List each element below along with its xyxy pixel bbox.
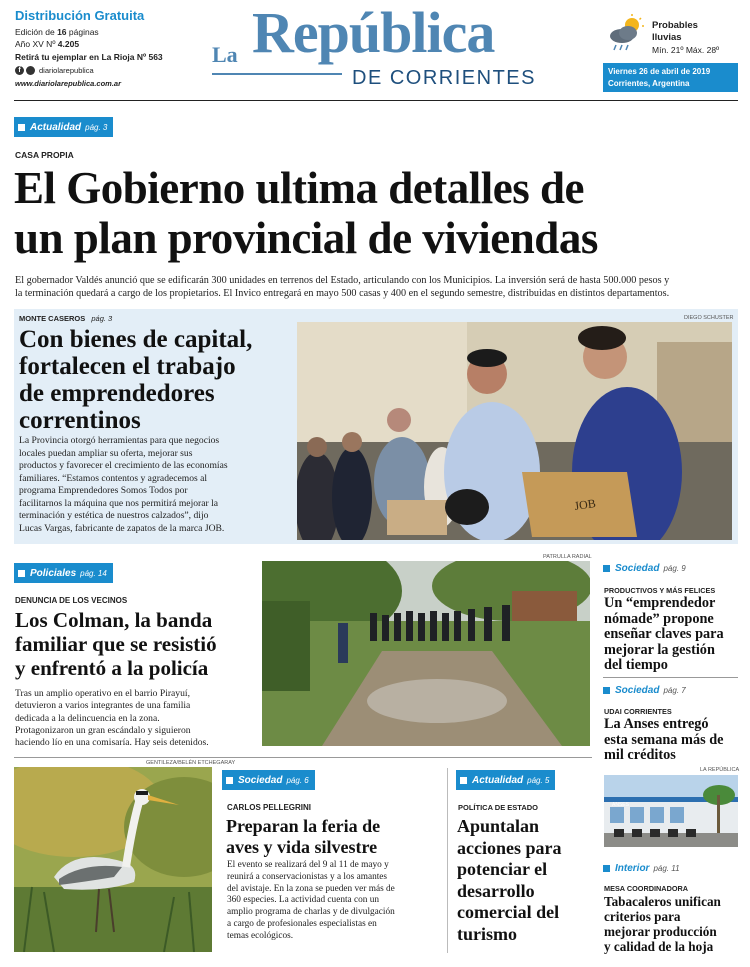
main-headline-line: un plan provincial de viviendas (14, 213, 598, 263)
s1-headline-line: Un “emprendedor (604, 595, 716, 611)
location-line: Corrientes, Argentina (608, 79, 690, 88)
social-handle[interactable]: diariolarepublica (39, 66, 94, 75)
pages-count: 16 (57, 27, 67, 37)
feature-kicker-text: MONTE CASEROS (19, 314, 86, 323)
section-page: pág. 5 (527, 775, 550, 785)
logo-main: República (252, 0, 495, 65)
s2-headline-line: La Anses entregó (604, 716, 709, 732)
birds-body-line: del avistaje. En la zona se pueden ver más de (227, 883, 395, 894)
s1-headline-line: mejorar la gestión (604, 641, 715, 658)
turismo-headline-line: comercial del (457, 902, 560, 922)
feature-photo (297, 322, 732, 540)
policiales-photo (262, 561, 590, 746)
turismo-headline-line: desarrollo (457, 880, 535, 901)
s3-headline-line: y calidad de la hoja (604, 939, 714, 954)
feature-credit: DIEGO SCHUSTER (684, 315, 734, 321)
birds-headline (226, 816, 380, 858)
tag-sociedad-7[interactable] (603, 680, 692, 700)
feature-headline-line: de emprendedores (19, 380, 215, 407)
anses-credit: LA REPÚBLICA (700, 767, 740, 773)
social-row (15, 66, 94, 75)
s3-headline-line: criterios para (604, 909, 681, 924)
weather-icon (606, 14, 646, 52)
section-square-icon (18, 124, 25, 131)
anses-sign: ANSES (612, 802, 629, 808)
policiales-body-line: Protagonizaron un gran escándalo y siguieron (15, 724, 191, 736)
section-label: Actualidad (472, 774, 524, 786)
s3-headline-line: mejorar producción (604, 924, 717, 939)
section-page: pág. 7 (663, 685, 686, 695)
tag-sociedad-6[interactable] (222, 770, 315, 790)
main-lead-line: la terminación quedará a cargo de los propietarios. El Invico entregará en mayo 500 casas y 400 en el segundo semestre, distribuidas en distintos departamentos. (15, 288, 670, 299)
feature-body (19, 435, 228, 535)
policiales-credit: PATRULLA RADIAL (543, 554, 592, 560)
section-page: pág. 3 (85, 122, 108, 132)
policiales-body-line: dedicada a la delincuencia en la zona. (15, 712, 160, 724)
logo-sub: DE CORRIENTES (352, 67, 536, 89)
birds-body-line: reunirá a conservacionistas y a los amantes (227, 871, 388, 882)
issue-number: 4.205 (57, 39, 80, 49)
policiales-body (15, 688, 209, 749)
s3-kicker: MESA COORDINADORA (604, 884, 689, 893)
section-page: pág. 11 (653, 863, 680, 873)
policiales-headline-line: y enfrentó a la policía (15, 656, 209, 680)
section-square-icon (603, 687, 610, 694)
twitter-icon[interactable] (26, 66, 35, 75)
right-rule-1 (603, 677, 738, 678)
feature-body-line: programa Emprendedores Somos Todos por (19, 485, 188, 496)
birds-body-line: amplio programa de charlas y de divulgación (227, 907, 395, 918)
s1-headline-line: del tiempo (604, 657, 668, 673)
edition-info (15, 27, 99, 37)
birds-body-line: a cargo de profesionales especialistas en (227, 918, 377, 929)
s1-kicker: PRODUCTIVOS Y MÁS FELICES (604, 586, 716, 595)
birds-body-line: El evento se realizará del 9 al 11 de mayo y (227, 860, 389, 870)
issue-info (15, 39, 79, 49)
main-lead-line: El gobernador Valdés anunció que se edificarán 300 unidades en terrenos del Estado, articulando con los Municipios. La inversión será de hasta 500.000 pesos y (15, 275, 670, 286)
masthead-rule (14, 100, 738, 101)
website-link[interactable]: www.diariolarepublica.com.ar (15, 79, 122, 88)
logo-la: La (212, 42, 238, 67)
feature-body-line: La Provincia otorgó herramientas para que negocios (19, 435, 220, 446)
main-headline-line: El Gobierno ultima detalles de (14, 163, 584, 213)
section-label: Sociedad (238, 774, 283, 786)
s1-headline-line: nómade” propone (604, 610, 714, 627)
s3-headline-line: Tabacaleros unifican (604, 894, 721, 909)
weather-minmax: Mín. 21º Máx. 28º (652, 45, 720, 55)
birds-headline-line: Preparan la feria de (226, 816, 381, 836)
section-page: pág. 9 (663, 563, 686, 573)
birds-kicker: CARLOS PELLEGRINI (227, 803, 312, 812)
section-square-icon (460, 777, 467, 784)
date-line: Viernes 26 de abril de 2019 (608, 67, 711, 76)
section-label: Sociedad (615, 562, 660, 574)
pickup-info: Retirá tu ejemplar en La Rioja Nº 563 (15, 52, 163, 62)
main-kicker: CASA PROPIA (15, 150, 74, 160)
section-square-icon (226, 777, 233, 784)
feature-body-line: productos y favorecer el crecimiento de las economías (19, 460, 228, 471)
turismo-headline-line: turismo (457, 923, 517, 944)
s1-headline-line: enseñar claves para (604, 626, 724, 642)
facebook-icon[interactable]: f (15, 66, 24, 75)
job-box-label: JOB (573, 496, 597, 513)
turismo-headline-line: Apuntalan (457, 816, 540, 836)
date-box (603, 63, 738, 92)
s2-headline (604, 717, 724, 764)
tag-sociedad-9[interactable] (603, 558, 692, 578)
distribution-label: Distribución Gratuita (15, 8, 145, 23)
s2-headline-line: esta semana más de (604, 731, 724, 748)
weather-title-2: lluvias (652, 32, 682, 43)
section-square-icon (603, 565, 610, 572)
policiales-headline (15, 608, 217, 680)
feature-headline-line: correntinos (19, 407, 141, 434)
s3-headline (604, 894, 721, 954)
policiales-body-line: haciendo lío en una comisaría. Hay seis detenidos. (15, 737, 209, 749)
edition-prefix: Edición de (15, 27, 58, 37)
s2-kicker: UDAI CORRIENTES (604, 707, 672, 716)
turismo-kicker: POLÍTICA DE ESTADO (458, 803, 539, 812)
logo-divider (212, 73, 342, 75)
feature-body-line: locales puedan ampliar su oferta, mejorar sus (19, 447, 193, 459)
s2-headline-line: mil créditos (604, 747, 676, 763)
bird-photo (14, 767, 212, 952)
weather-title-1: Probables (652, 20, 698, 31)
bottom-col-rule (447, 768, 448, 953)
feature-kicker-page: pág. 3 (91, 314, 113, 323)
feature-body-line: familiares. “Estamos contentos y agradecemos al (19, 472, 208, 484)
feature-kicker (19, 314, 112, 323)
tag-policiales[interactable] (14, 563, 113, 583)
bottom-rule (14, 757, 592, 758)
pages-suffix: páginas (66, 27, 99, 37)
section-square-icon (603, 865, 610, 872)
section-page: pág. 14 (80, 568, 107, 578)
feature-headline (19, 326, 252, 434)
tag-actualidad-5[interactable] (456, 770, 555, 790)
section-square-icon (18, 570, 25, 577)
birds-body-line: temas ecológicos. (227, 930, 294, 941)
anses-photo (604, 775, 738, 847)
policiales-kicker: DENUNCIA DE LOS VECINOS (15, 596, 128, 605)
turismo-headline-line: potenciar el (457, 859, 548, 879)
policiales-body-line: detuvieron a varios integrantes de una familia (15, 700, 191, 712)
feature-body-line: facilitarnos la máquina que nos permitirá mejorar la (19, 497, 218, 509)
section-label: Policiales (30, 567, 77, 579)
policiales-headline-line: familiar que se resistió (15, 632, 217, 656)
section-label: Actualidad (30, 121, 82, 133)
tag-interior[interactable] (603, 858, 686, 878)
tag-actualidad-main[interactable] (14, 117, 113, 137)
feature-headline-line: Con bienes de capital, (19, 326, 253, 353)
policiales-body-line: Tras un amplio operativo en el barrio Pirayuí, (15, 688, 190, 699)
feature-body-line: terminación y estética de nuestros calzados”, dijo (19, 510, 209, 521)
policiales-headline-line: Los Colman, la banda (15, 608, 213, 632)
bird-credit: GENTILEZA/BELÉN ETCHEGARAY (146, 760, 236, 766)
year-prefix: Año XV Nº (15, 39, 58, 49)
main-lead (15, 274, 669, 300)
main-headline (14, 163, 598, 263)
section-page: pág. 6 (286, 775, 309, 785)
feature-body-line: Lucas Vargas, fabricante de zapatos de la marca JOB. (19, 522, 225, 534)
birds-body-line: 360 especies. La actividad cuenta con un (227, 895, 380, 906)
turismo-headline (457, 816, 561, 945)
birds-headline-line: aves y vida silvestre (226, 837, 378, 857)
birds-body (227, 860, 395, 943)
s1-headline (604, 596, 724, 674)
section-label: Interior (615, 862, 650, 874)
section-label: Sociedad (615, 684, 660, 696)
feature-headline-line: fortalecen el trabajo (19, 353, 236, 380)
turismo-headline-line: acciones para (457, 837, 562, 858)
